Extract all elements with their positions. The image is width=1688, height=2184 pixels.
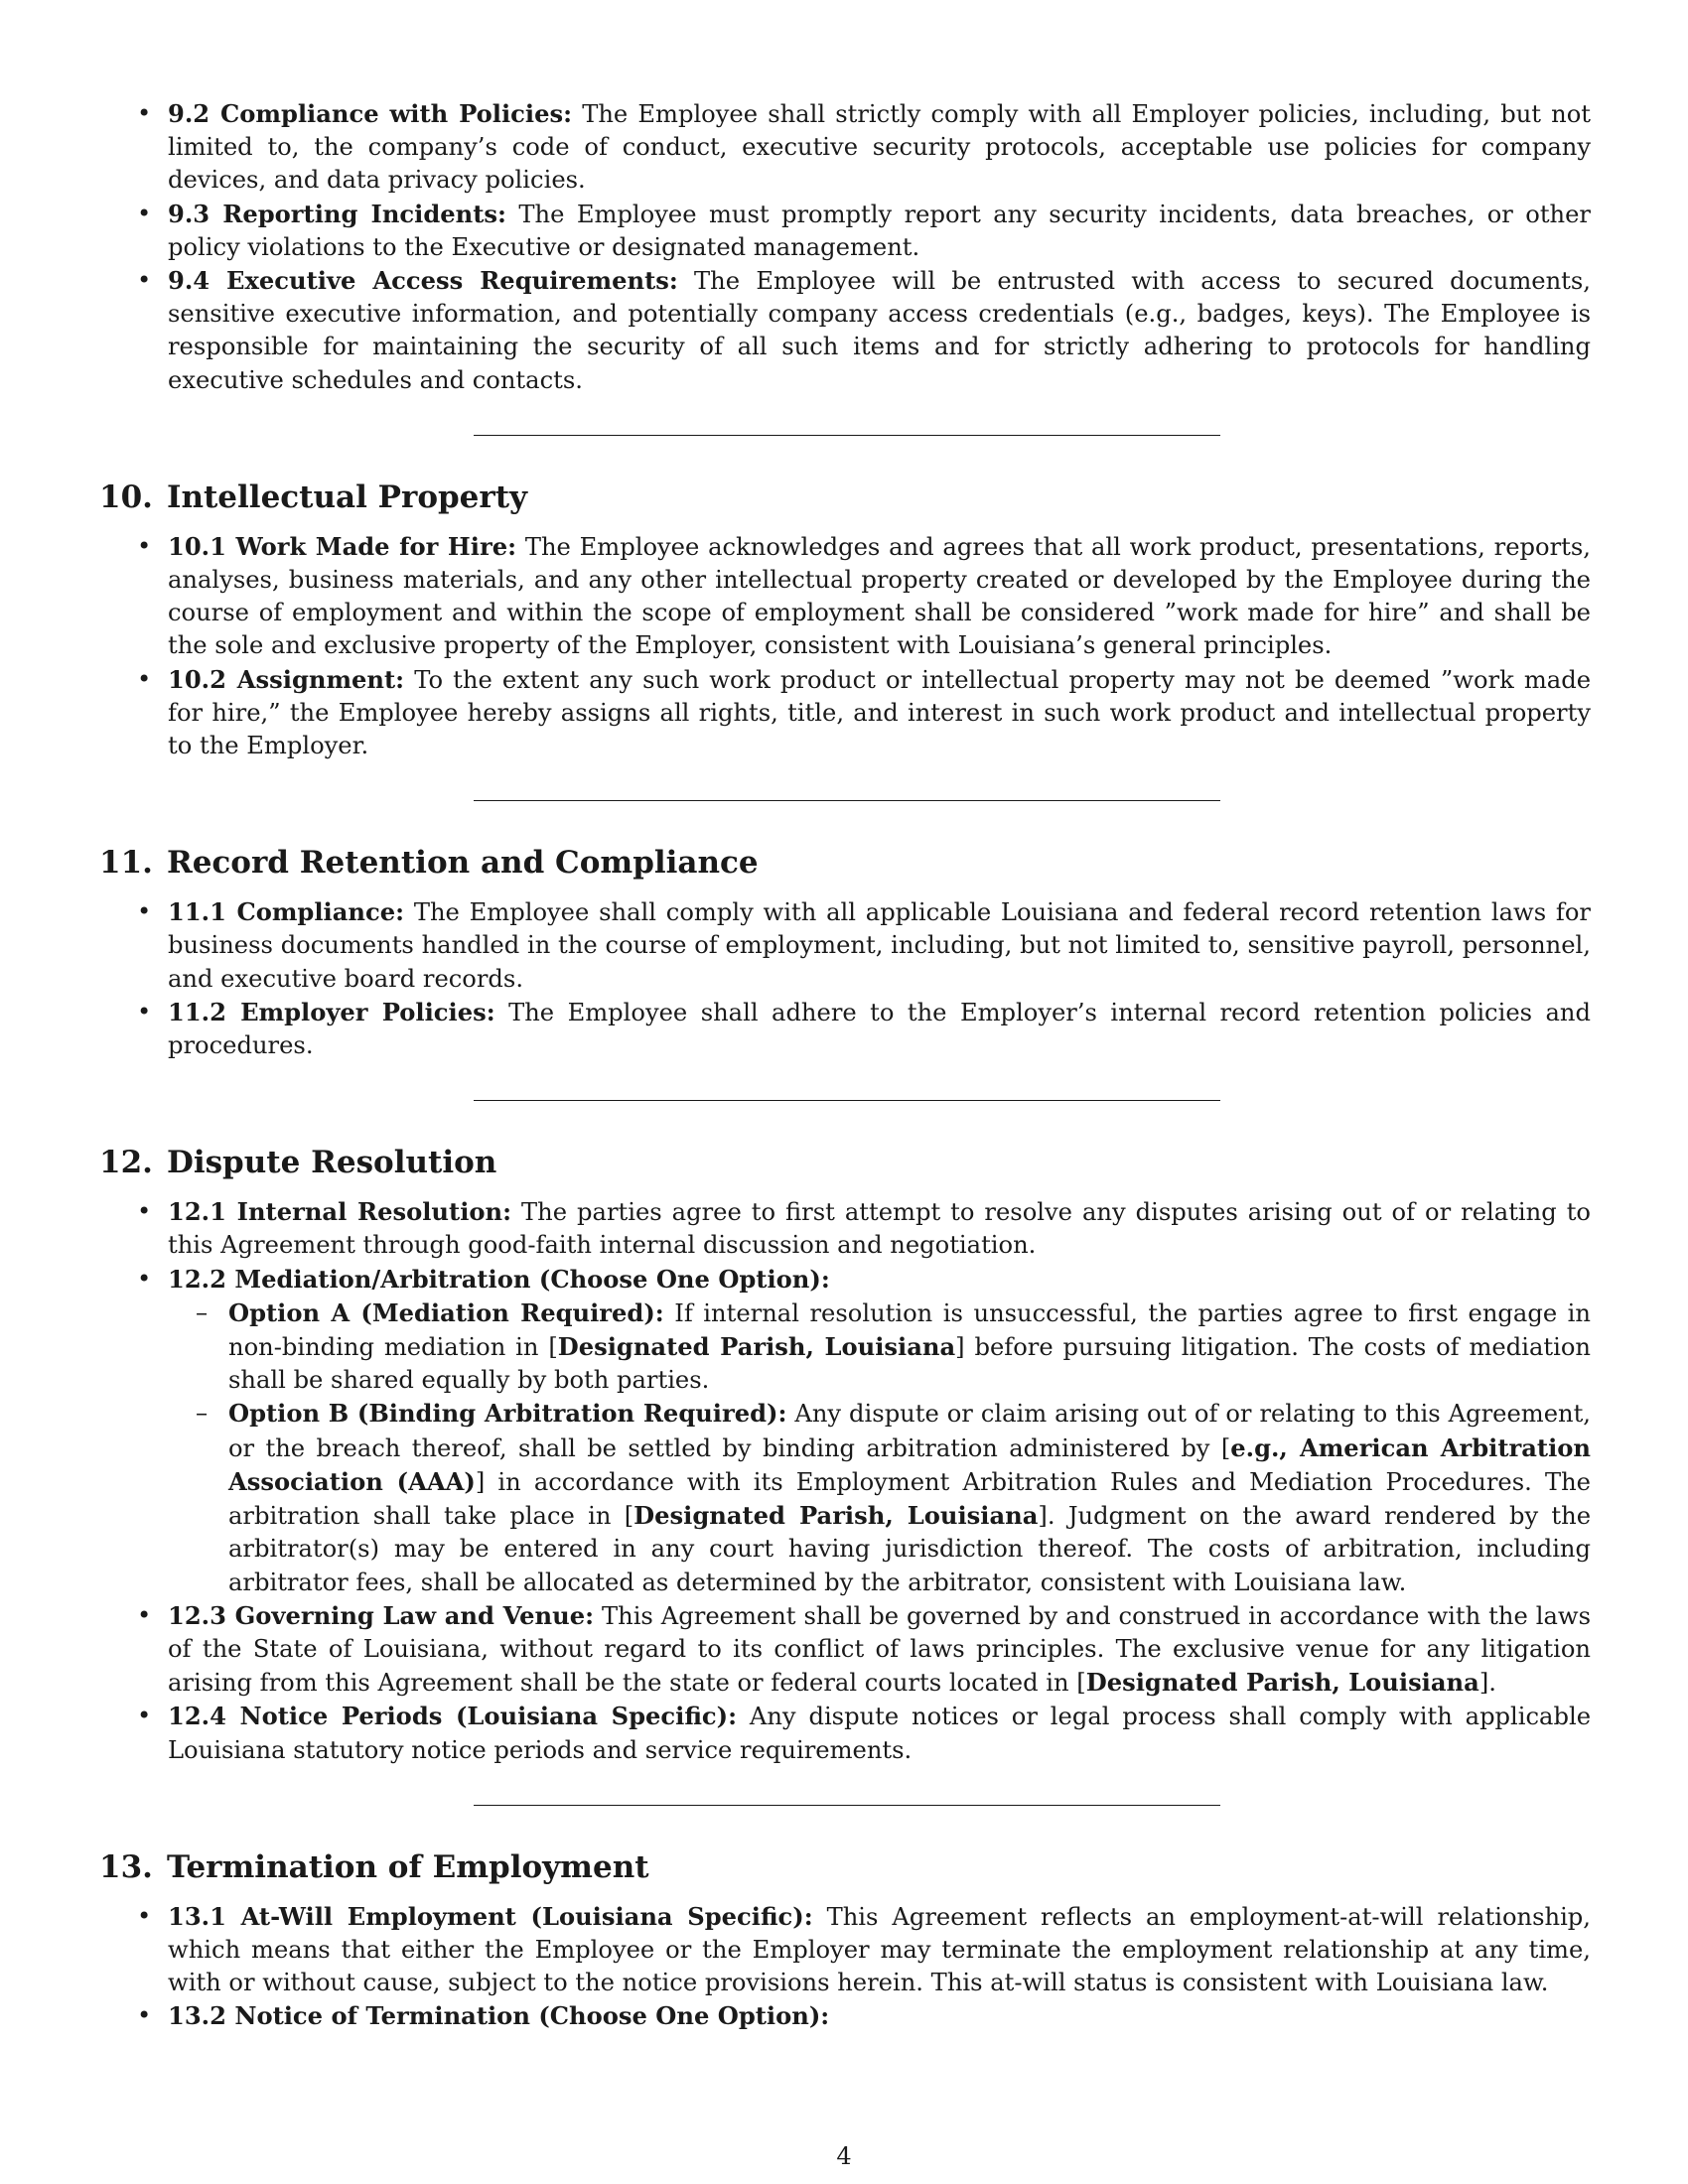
clause-text: The Employee shall strictly comply with all Employer policies, including, but not limited to, the company’s code of conduct, executive security protocols, acceptable use policies for company devices, and data privacy policies.	[168, 100, 1591, 195]
clause-label: 12.3 Governing Law and Venue:	[168, 1600, 595, 1630]
option-text: If internal resolution is unsuccessful, the parties agree to first engage in non-binding mediation in [	[228, 1298, 1591, 1362]
section-13-heading	[99, 1847, 1591, 1887]
section-divider	[474, 1805, 1220, 1806]
clause-label: 9.3 Reporting Incidents:	[168, 199, 506, 228]
clause-9-4	[99, 264, 1591, 397]
document-page	[99, 97, 1591, 2034]
section-title: Dispute Resolution	[166, 1145, 497, 1181]
clause-9-3	[99, 198, 1591, 264]
section-number: 11.	[99, 845, 153, 882]
section-13-list	[99, 1900, 1591, 2034]
placeholder-parish: Designated Parish, Louisiana	[557, 1332, 956, 1362]
clause-text: This Agreement shall be governed by and construed in accordance with the laws of the State of Louisiana, without regard to its conflict of laws principles. The exclusive venue for any litigation arising from this Agreement shall be the state or federal courts located in [	[168, 1601, 1591, 1698]
clause-text: ].	[1478, 1669, 1496, 1698]
placeholder-parish: Designated Parish, Louisiana	[1085, 1668, 1479, 1698]
clause-label: 10.1 Work Made for Hire:	[168, 531, 517, 561]
section-title: Record Retention and Compliance	[166, 845, 759, 882]
clause-11-1	[99, 895, 1591, 996]
placeholder-parish: Designated Parish, Louisiana	[633, 1501, 1039, 1531]
option-text: ] before pursuing litigation. The costs of mediation shall be shared equally by both parties.	[228, 1333, 1591, 1395]
clause-text: Any dispute notices or legal process shall comply with applicable Louisiana statutory notice periods and service requirements.	[168, 1703, 1592, 1764]
clause-10-1	[99, 530, 1591, 663]
section-number: 12.	[99, 1145, 153, 1181]
section-11-heading	[99, 843, 1591, 883]
clause-text: The Employee must promptly report any security incidents, data breaches, or other policy violations to the Executive or designated management.	[168, 200, 1591, 261]
clause-13-2	[99, 1999, 1591, 2033]
clause-label: 12.4 Notice Periods (Louisiana Specific):	[168, 1702, 738, 1731]
clause-text: The Employee shall comply with all applicable Louisiana and federal record retention laws for business documents handled in the course of employment, including, but not limited to, sensitive payroll, personnel, and executive board records.	[168, 898, 1591, 993]
clause-12-1	[99, 1195, 1591, 1262]
section-title: Intellectual Property	[166, 478, 528, 515]
section-9-list	[99, 97, 1591, 397]
clause-12-3	[99, 1599, 1591, 1701]
clause-12-2-options	[168, 1297, 1591, 1599]
placeholder-arbitrator: e.g., American Arbitration Association (AAA)	[228, 1433, 1591, 1496]
clause-label: 9.4 Executive Access Requirements:	[168, 266, 678, 296]
clause-label: 13.1 At-Will Employment (Louisiana Specific):	[168, 1901, 813, 1931]
section-divider	[474, 1100, 1220, 1101]
section-number: 10.	[99, 478, 153, 515]
section-12-heading	[99, 1143, 1591, 1182]
section-number: 13.	[99, 1848, 153, 1885]
clause-label: 12.2 Mediation/Arbitration (Choose One Option):	[168, 1264, 830, 1294]
clause-text: The Employee shall adhere to the Employer’s internal record retention policies and procedures.	[168, 998, 1591, 1060]
clause-label: 13.2 Notice of Termination (Choose One Option):	[168, 2001, 830, 2031]
section-title: Termination of Employment	[166, 1848, 649, 1885]
clause-text: This Agreement reflects an employment-at-will relationship, which means that either the Employee or the Employer may terminate the employment relationship at any time, with or without cause, subject to the notice provisions herein. This at-will status is consistent with Louisiana law.	[168, 1902, 1591, 1997]
option-b	[168, 1397, 1591, 1598]
section-12-list	[99, 1195, 1591, 1766]
clause-text: The Employee will be entrusted with access to secured documents, sensitive executive information, and potentially company access credentials (e.g., badges, keys). The Employee is responsible for maintaining the security of all such items and for strictly adhering to protocols for handling executive schedules and contacts.	[168, 267, 1591, 394]
clause-label: 11.1 Compliance:	[168, 897, 405, 927]
clause-text: The Employee acknowledges and agrees that all work product, presentations, reports, analyses, business materials, and any other intellectual property created or developed by the Employee during the course of employment and within the scope of employment shall be considered ”work made for hire” and shall be the sole and exclusive property of the Employer, consistent with Louisiana’s general principles.	[168, 532, 1591, 660]
clause-text: To the extent any such work product or intellectual property may not be deemed ”work made for hire,” the Employee hereby assigns all rights, title, and interest in such work product and intellectual property to the Employer.	[168, 665, 1592, 760]
option-text: Any dispute or claim arising out of or relating to this Agreement, or the breach thereof, shall be settled by binding arbitration administered by [	[228, 1400, 1591, 1462]
section-10-heading	[99, 478, 1591, 517]
clause-label: 10.2 Assignment:	[168, 664, 405, 694]
clause-label: 12.1 Internal Resolution:	[168, 1197, 512, 1227]
option-a	[168, 1297, 1591, 1398]
option-text: ] in accordance with its Employment Arbitration Rules and Mediation Procedures. The arbitration shall take place in [	[228, 1467, 1591, 1531]
clause-12-4	[99, 1700, 1591, 1766]
clause-10-2	[99, 663, 1591, 763]
section-10-list	[99, 530, 1591, 762]
clause-12-2	[99, 1263, 1591, 1599]
option-label: Option B (Binding Arbitration Required):	[228, 1399, 787, 1429]
section-divider	[474, 800, 1220, 801]
clause-9-2	[99, 97, 1591, 198]
clause-label: 9.2 Compliance with Policies:	[168, 99, 573, 128]
clause-13-1	[99, 1900, 1591, 2000]
option-label: Option A (Mediation Required):	[228, 1297, 664, 1327]
section-11-list	[99, 895, 1591, 1062]
page-number: 4	[836, 2142, 852, 2170]
clause-text: The parties agree to first attempt to resolve any disputes arising out of or relating to this Agreement through good-faith internal discussion and negotiation.	[168, 1198, 1591, 1260]
section-divider	[474, 435, 1220, 436]
option-text: ]. Judgment on the award rendered by the arbitrator(s) may be entered in any court having jurisdiction thereof. The costs of arbitration, including arbitrator fees, shall be allocated as determined by the arbitrator, consistent with Louisiana law.	[228, 1502, 1592, 1596]
clause-11-2	[99, 996, 1591, 1062]
clause-label: 11.2 Employer Policies:	[168, 997, 495, 1026]
